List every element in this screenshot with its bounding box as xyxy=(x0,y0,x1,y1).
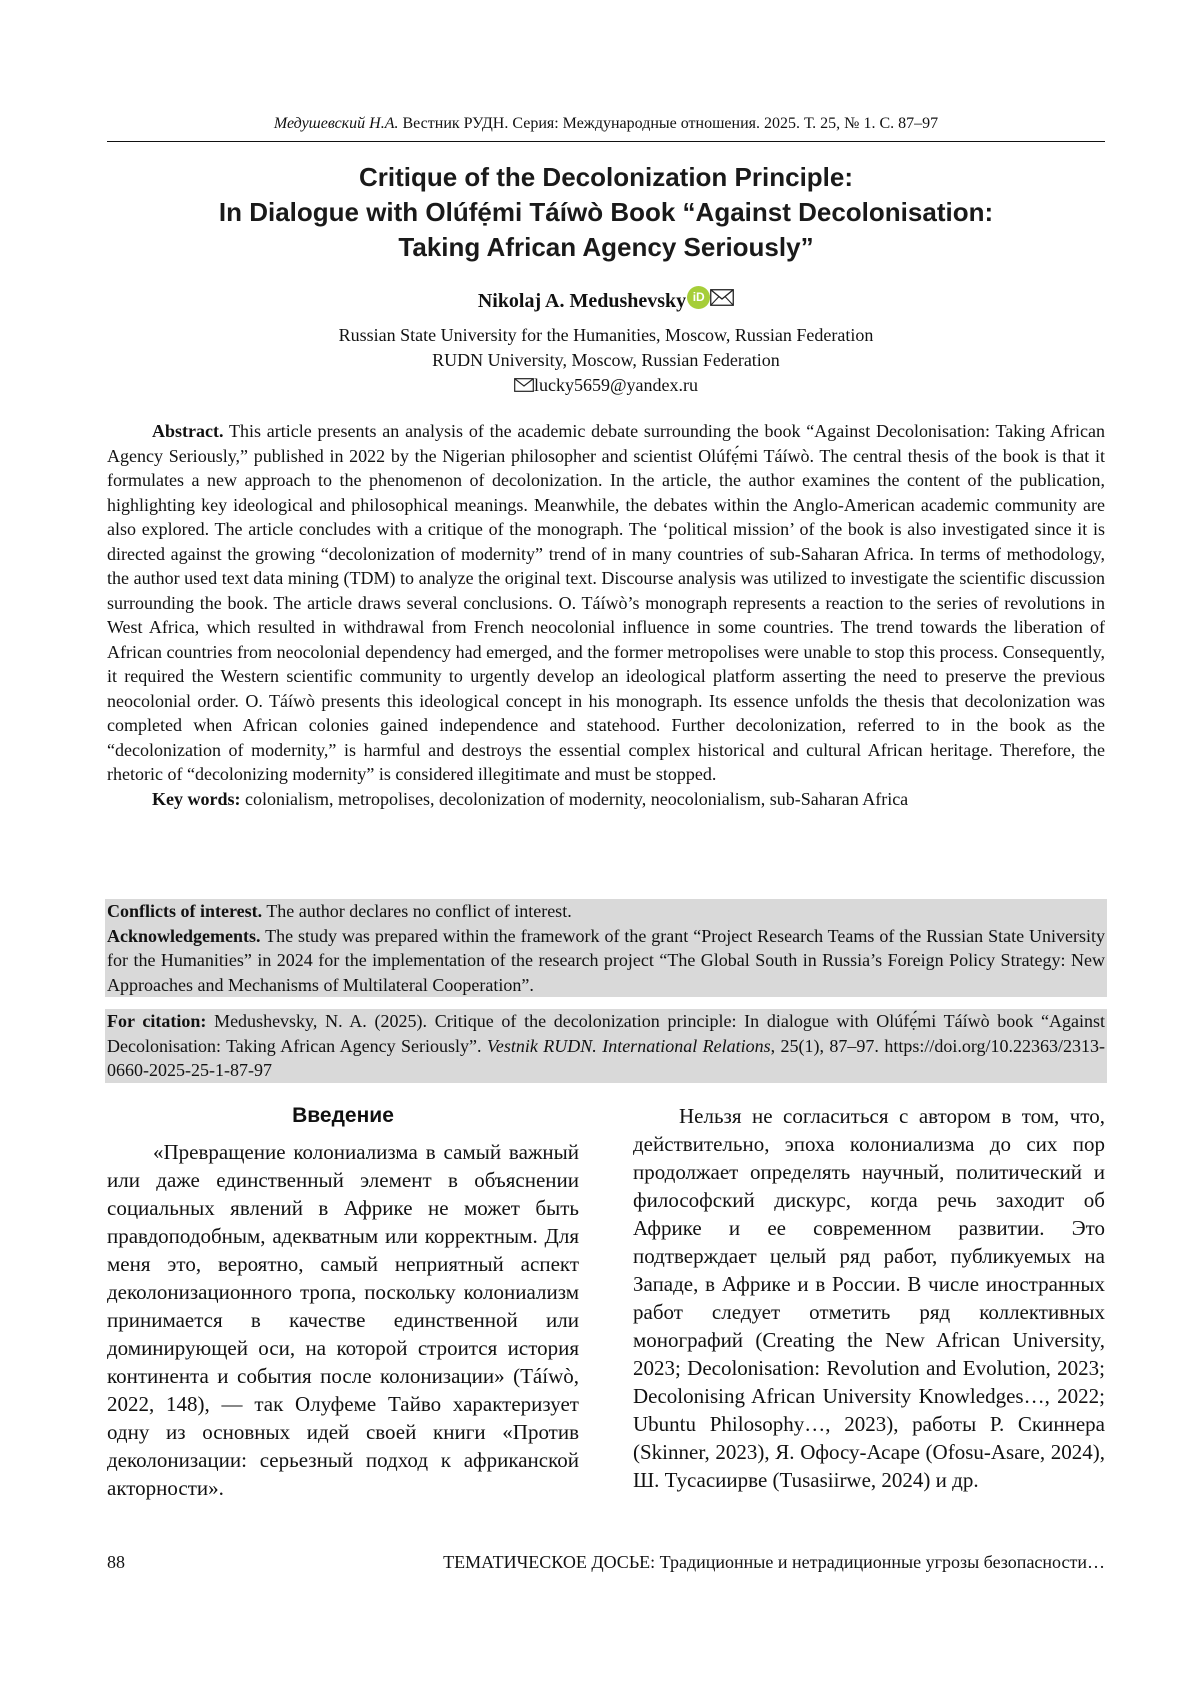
citation-box xyxy=(105,1009,1107,1083)
abstract-paragraph xyxy=(107,419,1105,787)
notes-box xyxy=(105,899,1107,997)
mail-icon[interactable] xyxy=(710,289,734,306)
body-paragraph-left: «Превращение колониализма в самый важный или даже единственный элемент в объяснении социальных явлений в Африке не может быть правдоподобным, адекватным или корректным. Для меня это, вероятно, самый неприятный аспект деколонизационного тропа, поскольку колониализм принимается в качестве единственной или доминирующей оси, на которой строится история континента и события после колонизации» (Táíwò, 2022, 148), — так Олуфеме Тайво характеризует одну из основных идей своей книги «Против деколонизации: серьезный подход к африканской акторности». xyxy=(107,1140,579,1500)
running-head-journal: Вестник РУДН. Серия: Международные отношения. 2025. Т. 25, № 1. С. 87–97 xyxy=(402,115,939,132)
title-line-3: Taking African Agency Seriously” xyxy=(398,232,814,262)
citation-label: For citation: xyxy=(107,1011,207,1031)
body-column-left xyxy=(107,1102,579,1502)
body-paragraph-right: Нельзя не согласиться с автором в том, что, действительно, эпоха колониализма до сих пор продолжает определять научный, политический и философский дискурс, когда речь заходит об Африке и ее современном развитии. Это подтверждает целый ряд работ, публикуемых на Западе, в Африке и в России. В числе иностранных работ следует отметить ряд коллективных монографий (Creating the New African University, 2023; Decolonisation: Revolution and Evolution, 2023; Decolonising African University Knowledges…, 2022; Ubuntu Philosophy…, 2023), работы Р. Скиннера (Skinner, 2023), Я. Офосу-Асаре (Ofosu-Asare, 2024), Ш. Тусасиирве (Tusasiirwe, 2024) и др. xyxy=(633,1104,1105,1492)
envelope-icon xyxy=(514,378,534,392)
author-email[interactable]: lucky5659@yandex.ru xyxy=(533,375,699,395)
keywords-label: Key words: xyxy=(152,788,241,809)
section-heading: Введение xyxy=(292,1104,394,1127)
affiliation-2: RUDN University, Moscow, Russian Federation xyxy=(432,350,780,370)
orcid-icon[interactable]: iD xyxy=(687,286,710,309)
author-name: Nikolaj A. Medushevsky xyxy=(477,290,687,312)
running-head-authors: Медушевский Н.А. xyxy=(273,115,399,132)
abstract-text: This article presents an analysis of the academic debate surrounding the book “Against Decolonisation: Taking African Agency Seriously,” published in 2022 by the Nigerian philosopher and scientist Olúfẹ́mi Táíwò. The central thesis of the book is that it formulates a new approach to the phenomenon of decolonization. In the article, the author examines the content of the publication, highlighting key ideological and philosophical meanings. Meanwhile, the debates within the Anglo-American academic community are also explored. The article concludes with a critique of the monograph. The ‘political mission’ of the book is also investigated since it is directed against the growing “decolonization of modernity” trend of in many countries of sub-Saharan Africa. In terms of methodology, the author used text data mining (TDM) to analyze the original text. Discourse analysis was utilized to investigate the scientific discussion surrounding the book. The article draws several conclusions. O. Táíwò’s monograph represents a reaction to the series of revolutions in West Africa, which resulted in withdrawal from French neocolonial influence in some countries. The trend towards the liberation of African countries from neocolonial dependency had emerged, and the former metropolises were unable to stop this process. Consequently, it required the Western scientific community to urgently develop an ideological platform asserting the need to preserve the previous neocolonial order. O. Táíwò presents this ideological concept in his monograph. Its essence unfolds the thesis that decolonization was completed when African colonies gained independence and statehood. Further decolonization, referred to in the book as the “decolonization of modernity,” is harmful and destroys the essential complex historical and cultural African heritage. Therefore, the rhetoric of “decolonizing modernity” is considered illegitimate and must be stopped. xyxy=(107,421,1105,784)
keywords-text: colonialism, metropolises, decolonization of modernity, neocolonialism, sub-Saharan Africa xyxy=(240,788,909,809)
conflicts-label: Conflicts of interest. xyxy=(107,901,263,921)
affiliation-1: Russian State University for the Humanities, Moscow, Russian Federation xyxy=(338,325,874,345)
citation-text: Medushevsky, N. A. (2025). Critique of the decolonization principle: In dialogue with Olúfẹ́mi Táíwò book “Against Decolonisation: Taking African Agency Seriously”. xyxy=(107,1011,1105,1056)
page-number: 88 xyxy=(107,1552,125,1572)
affiliations xyxy=(107,323,1105,398)
acknowledgements-label: Acknowledgements. xyxy=(107,925,261,946)
citation-doi[interactable]: , 25(1), 87–97. https://doi.org/10.22363/2313-0660-2025-25-1-87-97 xyxy=(107,1035,1106,1080)
keywords xyxy=(107,787,1105,812)
email-line xyxy=(107,373,1105,398)
citation xyxy=(107,1009,1105,1083)
title-line-1: Critique of the Decolonization Principle: xyxy=(358,162,854,192)
header-divider xyxy=(107,141,1105,142)
acknowledgements-note xyxy=(107,924,1105,998)
author-line xyxy=(107,286,1105,313)
conflicts-note xyxy=(107,899,1105,924)
citation-journal: Vestnik RUDN. International Relations xyxy=(486,1035,771,1056)
body-column-right xyxy=(633,1102,1105,1494)
running-head xyxy=(107,115,1105,133)
title-line-2: In Dialogue with Olúfẹ́mi Táíwò Book “Against Decolonisation: xyxy=(218,197,994,227)
abstract-label: Abstract. xyxy=(152,421,224,441)
footer-section-title: ТЕМАТИЧЕСКОЕ ДОСЬЕ: Традиционные и нетрадиционные угрозы безопасности… xyxy=(443,1552,1105,1572)
article-title xyxy=(107,160,1105,265)
acknowledgements-text: The study was prepared within the framework of the grant “Project Research Teams of the Russian State University for the Humanities” in 2024 for the implementation of the research project “The Global South in Russia’s Foreign Policy Strategy: New Approaches and Mechanisms of Multilateral Cooperation”. xyxy=(107,925,1105,995)
conflicts-text: The author declares no conflict of interest. xyxy=(262,901,572,921)
abstract xyxy=(107,419,1105,811)
